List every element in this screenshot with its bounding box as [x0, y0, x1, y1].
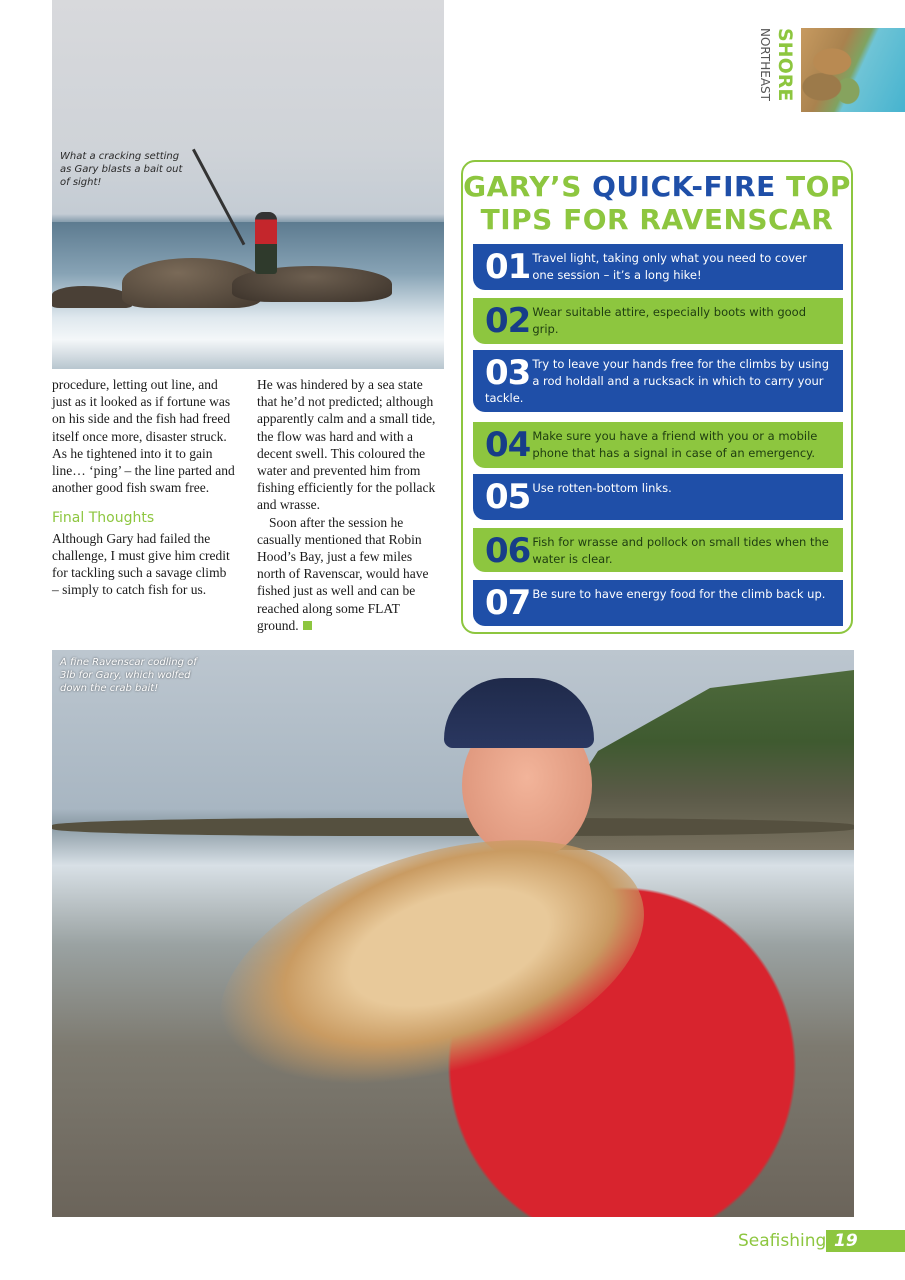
tips-title-part: QUICK-FIRE	[592, 170, 776, 203]
tips-title-part: GARY’S	[463, 170, 593, 203]
article-paragraph: He was hindered by a sea state that he’d not predicted; although apparently calm and a small tide, the flow was hard and with a decent swell. This coloured the water and prevented him from fishing efficiently for the pollack and wrasse.	[257, 377, 436, 513]
section-region: NORTHEAST	[758, 28, 772, 101]
tip-text: Be sure to have energy food for the climb back up.	[532, 587, 826, 601]
tip-text: Fish for wrasse and pollock on small tides when the water is clear.	[532, 535, 829, 566]
photo-caption-top: What a cracking setting as Gary blasts a bait out of sight!	[60, 151, 183, 188]
section-title: SHORE	[774, 28, 796, 102]
tip-item	[473, 474, 843, 520]
article-column-1	[52, 376, 236, 598]
tip-number: 07	[485, 583, 531, 623]
article-paragraph-final	[257, 514, 441, 634]
tip-item	[473, 528, 843, 572]
article-paragraph-text: Soon after the session he casually mentioned that Robin Hood’s Bay, just a few miles north of Ravenscar, would have fished just as well and can be reached along some FLAT ground.	[257, 514, 429, 633]
photo-angler	[255, 212, 277, 274]
photo-caption-bottom: A fine Ravenscar codling of 3lb for Gary, which wolfed down the crab bait!	[60, 657, 197, 694]
photo-angler-cap	[444, 678, 594, 748]
tip-text: Use rotten-bottom links.	[532, 481, 672, 495]
region-map-image	[801, 28, 905, 112]
tips-box	[461, 160, 853, 634]
tips-title-line2: TIPS FOR RAVENSCAR	[480, 203, 834, 236]
tip-item	[473, 422, 843, 468]
footer-magazine-name: Seafishing	[738, 1231, 827, 1251]
section-tag	[755, 28, 905, 112]
end-of-article-mark	[303, 621, 312, 630]
tips-title-part: TOP	[775, 170, 851, 203]
article-subhead: Final Thoughts	[52, 510, 155, 527]
article-column-2	[257, 376, 441, 634]
tip-text: Try to leave your hands free for the climbs by using a rod holdall and a rucksack in which to carry your tackle.	[485, 357, 830, 405]
photo-rocks	[52, 818, 854, 836]
tip-item	[473, 244, 843, 290]
tip-number: 05	[485, 477, 531, 517]
section-tag-words	[755, 28, 799, 112]
tip-item	[473, 580, 843, 626]
photo-angler-with-codling	[52, 650, 854, 1217]
tip-text: Make sure you have a friend with you or a mobile phone that has a signal in case of an emergency.	[532, 429, 818, 460]
footer-page-number: 19	[826, 1230, 905, 1252]
tip-item	[473, 298, 843, 344]
tip-text: Wear suitable attire, especially boots with good grip.	[532, 305, 807, 336]
tip-item	[473, 350, 843, 412]
tips-title	[463, 170, 851, 236]
tip-number: 04	[485, 425, 531, 465]
tip-number: 03	[485, 353, 531, 393]
article-paragraph: Although Gary had failed the challenge, I must give him credit for tackling such a savage climb – simply to catch fish for us.	[52, 530, 230, 598]
tip-number: 06	[485, 531, 531, 571]
tip-number: 01	[485, 247, 531, 287]
tip-text: Travel light, taking only what you need to cover one session – it’s a long hike!	[532, 251, 807, 282]
article-paragraph: procedure, letting out line, and just as it looked as if fortune was on his side and the fish had freed itself once more, disaster struck. As he tightened into it to gain line… ‘ping’ – the line parted and another good fish swam free.	[52, 377, 235, 496]
tip-number: 02	[485, 301, 531, 341]
